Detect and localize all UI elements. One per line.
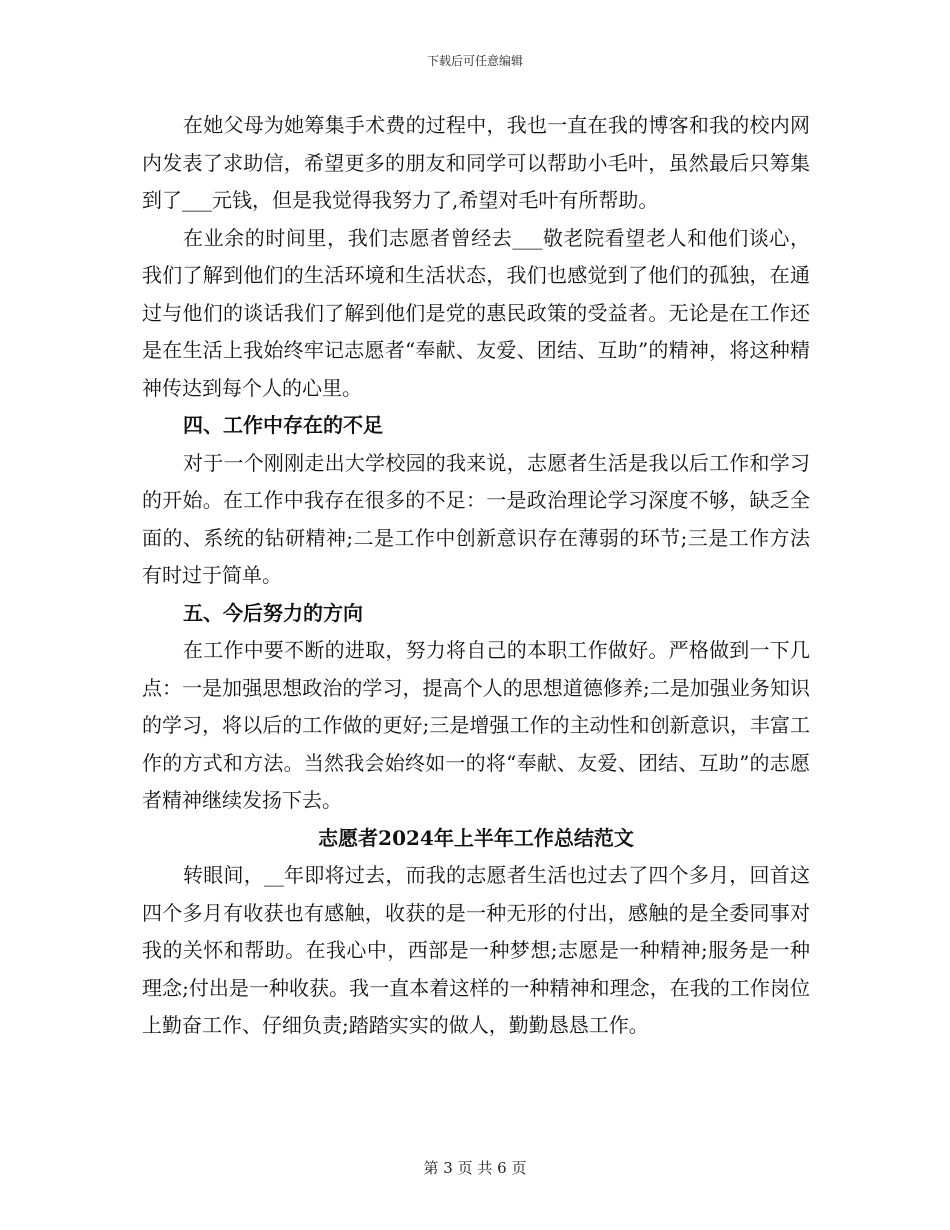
paragraph: 转眼间，__年即将过去，而我的志愿者生活也过去了四个多月，回首这四个多月有收获也有感触，收获的是一种无形的付出，感触的是全委同事对我的关怀和帮助。在我心中，西部是一种梦想;志愿是一种精神;服务是一种理念;付出是一种收获。我一直本着这样的一种精神和理念，在我的工作岗位上勤奋工作、仔细负责;踏踏实实的做人，勤勤恳恳工作。 bbox=[142, 863, 810, 1037]
page-footer: 第 3 页 共 6 页 bbox=[423, 1159, 527, 1177]
section-heading: 五、今后努力的方向 bbox=[183, 600, 363, 625]
paragraph: 在业余的时间里，我们志愿者曾经去___敬老院看望老人和他们谈心，我们了解到他们的生活环境和生活状态，我们也感觉到了他们的孤独，在通过与他们的谈话我们了解到他们是党的惠民政策的受益者。无论是在工作还是在生活上我始终牢记志愿者“奉献、友爱、团结、互助”的精神，将这种精神传达到每个人的心里。 bbox=[142, 225, 810, 400]
document-title: 志愿者2024年上半年工作总结范文 bbox=[318, 825, 634, 850]
page-header: 下载后可任意编辑 bbox=[426, 54, 523, 68]
paragraph: 在工作中要不断的进取，努力将自己的本职工作做好。严格做到一下几点：一是加强思想政治的学习，提高个人的思想道德修养;二是加强业务知识的学习，将以后的工作做的更好;三是增强工作的主动性和创新意识，丰富工作的方式和方法。当然我会始终如一的将“奉献、友爱、团结、互助”的志愿者精神继续发扬下去。 bbox=[142, 638, 810, 812]
document-body bbox=[142, 107, 810, 1045]
paragraph: 对于一个刚刚走出大学校园的我来说，志愿者生活是我以后工作和学习的开始。在工作中我存在很多的不足：一是政治理论学习深度不够，缺乏全面的、系统的钻研精神;二是工作中创新意识存在薄弱的环节;三是工作方法有时过于简单。 bbox=[142, 450, 810, 587]
section-heading: 四、工作中存在的不足 bbox=[183, 413, 383, 437]
paragraph: 在她父母为她筹集手术费的过程中，我也一直在我的博客和我的校内网内发表了求助信，希望更多的朋友和同学可以帮助小毛叶，虽然最后只筹集到了___元钱，但是我觉得我努力了,希望对毛叶有所帮助。 bbox=[142, 113, 810, 212]
